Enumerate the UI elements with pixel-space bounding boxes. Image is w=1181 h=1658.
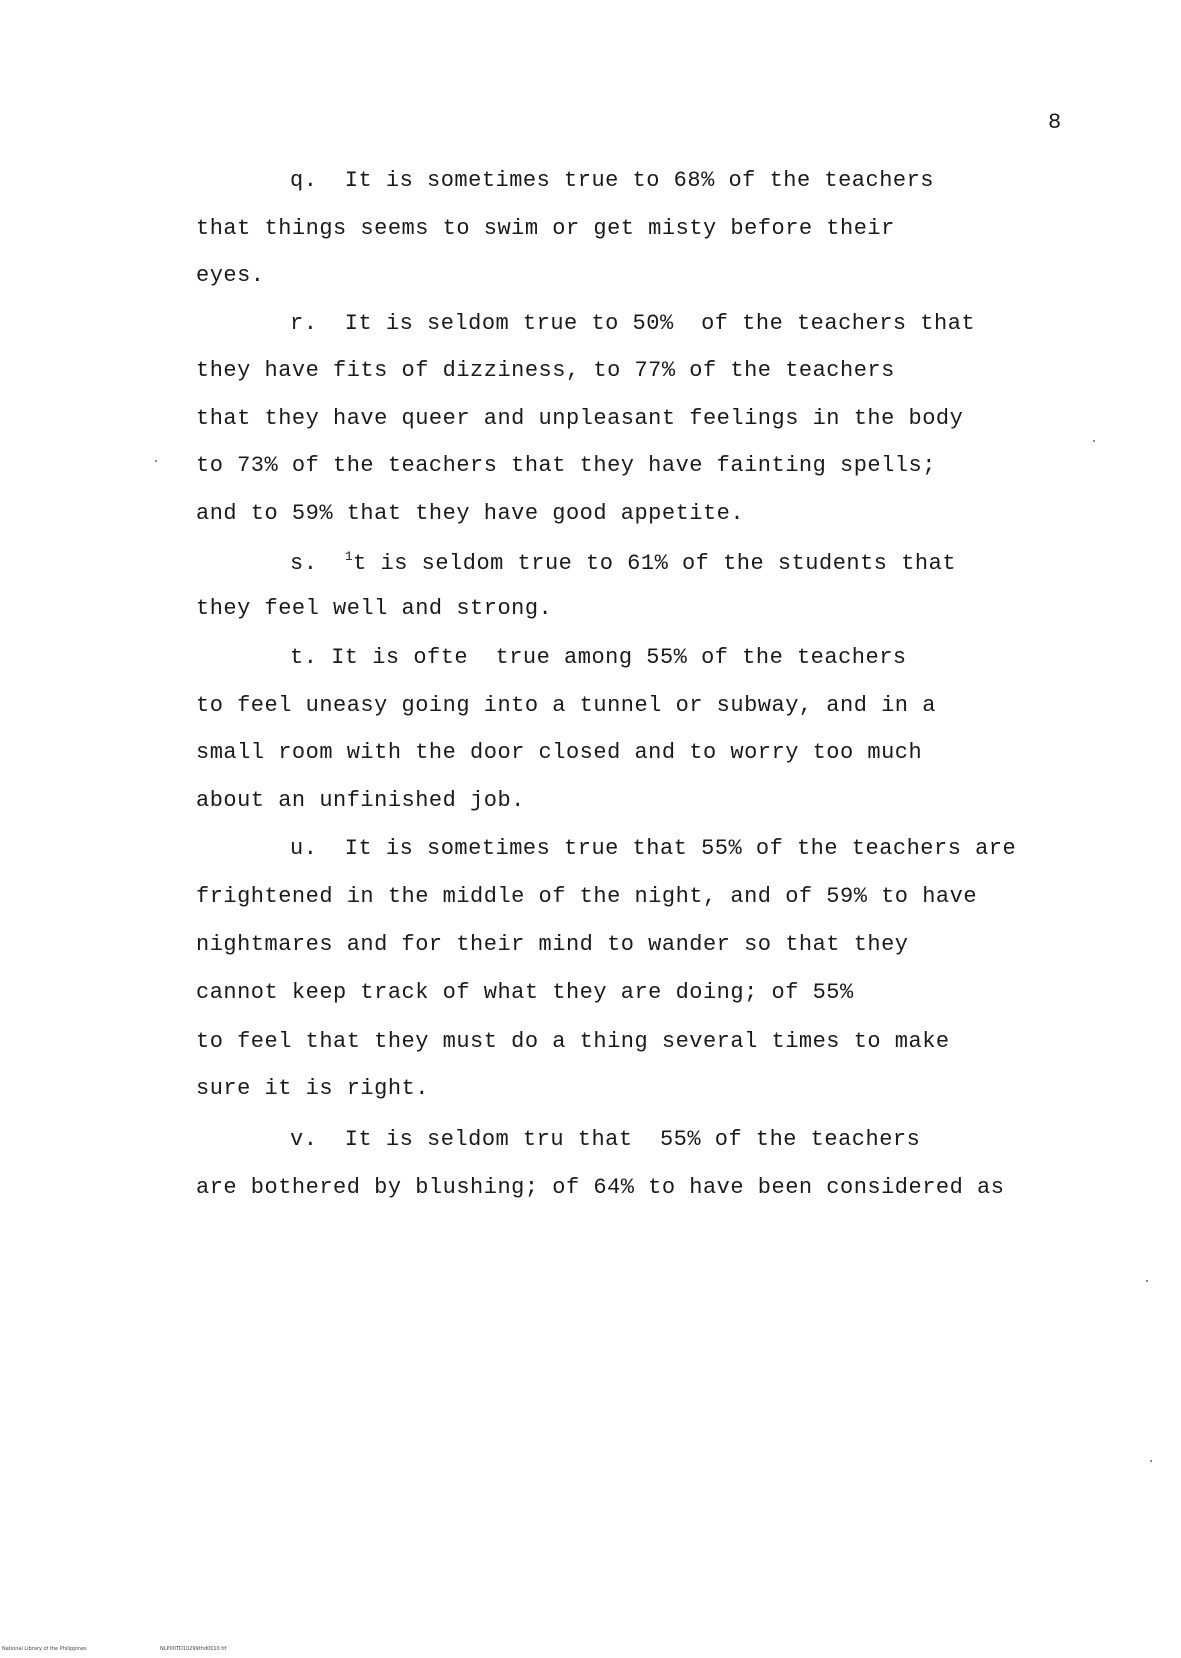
text-line: cannot keep track of what they are doing; of 55% [196, 980, 854, 1005]
text-line: u. It is sometimes true that 55% of the teachers are [290, 836, 1017, 861]
text-line: nightmares and for their mind to wander so that they [196, 932, 909, 957]
text-line: they feel well and strong. [196, 596, 553, 621]
text-line-s [290, 549, 956, 576]
text-fragment: t is seldom true to 61% of the students that [353, 551, 957, 576]
text-line: they have fits of dizziness, to 77% of the teachers [196, 358, 895, 383]
text-line: t. It is ofte true among 55% of the teachers [290, 645, 907, 670]
page-number: 8 [1048, 110, 1062, 135]
text-line: to feel that they must do a thing several times to make [196, 1029, 950, 1054]
text-line: eyes. [196, 263, 265, 288]
text-line: and to 59% that they have good appetite. [196, 501, 745, 526]
text-line: small room with the door closed and to worry too much [196, 740, 923, 765]
footer-library: National Library of the Philippines [2, 1646, 87, 1652]
text-line: r. It is seldom true to 50% of the teachers that [290, 311, 976, 336]
text-line: v. It is seldom tru that 55% of the teachers [290, 1127, 921, 1152]
scan-speck [1150, 1460, 1152, 1462]
superscript: 1 [344, 549, 354, 564]
text-line: about an unfinished job. [196, 788, 525, 813]
text-line: frightened in the middle of the night, and of 59% to have [196, 884, 978, 909]
text-line: q. It is sometimes true to 68% of the teachers [290, 168, 935, 193]
footer-filename: NLP00TD10299thd0010.tif [160, 1646, 227, 1652]
text-line: sure it is right. [196, 1076, 429, 1101]
scan-speck [1146, 1280, 1148, 1282]
scan-speck [1093, 440, 1095, 442]
text-line: are bothered by blushing; of 64% to have been considered as [196, 1175, 1005, 1200]
scan-speck [155, 460, 157, 462]
text-line: that things seems to swim or get misty before their [196, 216, 895, 241]
text-line: to 73% of the teachers that they have fainting spells; [196, 453, 936, 478]
text-line: that they have queer and unpleasant feelings in the body [196, 406, 964, 431]
item-marker: s. [290, 551, 318, 576]
text-line: to feel uneasy going into a tunnel or subway, and in a [196, 693, 936, 718]
